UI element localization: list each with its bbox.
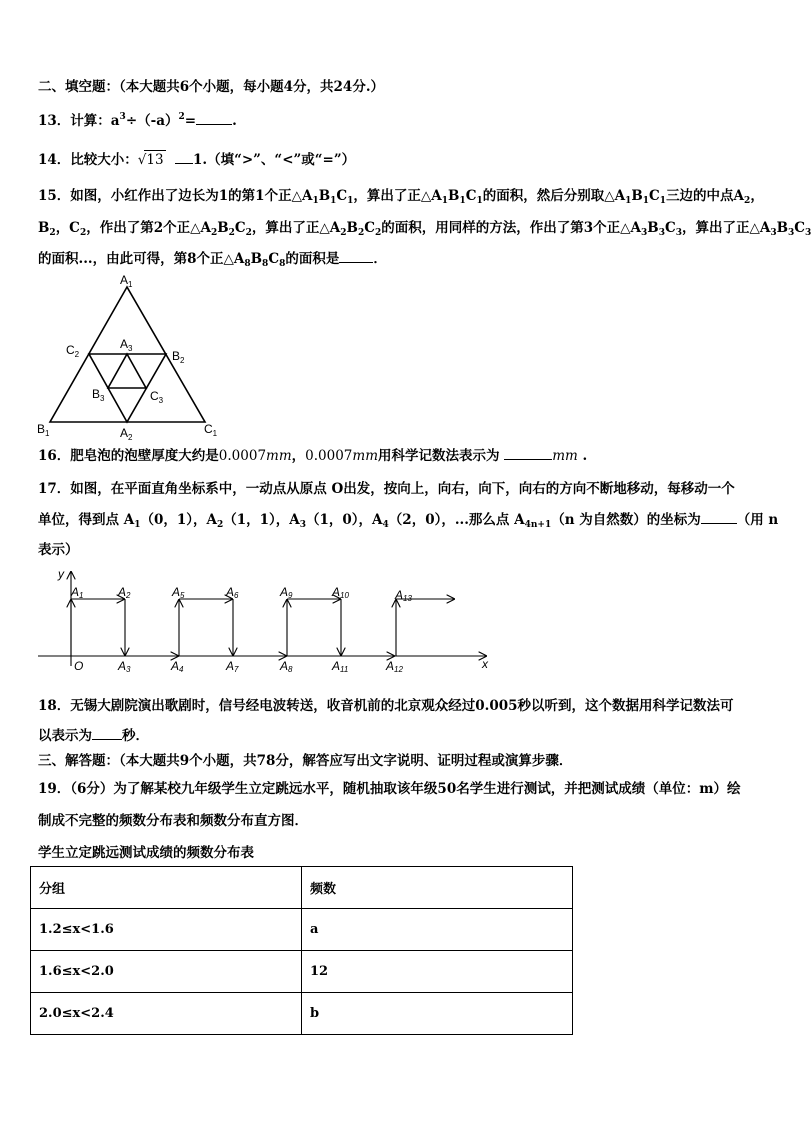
cell-group: 1.6≤x<2.0 [31, 951, 302, 993]
cell-group: 2.0≤x<2.4 [31, 993, 302, 1035]
question-17-line-3: 表示） [38, 542, 79, 558]
label-c1: $C_1$ [204, 422, 218, 438]
coordinate-path-figure [34, 562, 504, 674]
question-17-line-2: 单位，得到点 $A_1(0$，1），$A_2(1$，1），$A_3(1$，0），$A_4(2$，0），...那么点 $A_{4n+1}(n$ 为自然数）的坐标为 （用 n [38, 512, 779, 530]
answer-blank-16[interactable] [504, 459, 552, 460]
label-a2: $A_2$ [120, 426, 133, 442]
label-a1: A1 [71, 585, 84, 600]
cell-frequency: b [302, 993, 573, 1035]
section-2-title: 二、填空题：（本大题共6个小题，每小题4分，共24分.） [38, 79, 385, 95]
question-18-line-1: 18．无锡大剧院演出歌剧时，信号经电波转送，收音机前的北京观众经过0.005秒以听到，这个数据用科学记数法可 [38, 698, 734, 714]
label-c2: $C_2$ [66, 343, 80, 359]
label-a3: $A_3$ [120, 337, 133, 353]
label-y: y [58, 567, 64, 581]
label-a1: $A_1$ [120, 273, 133, 289]
answer-blank-13[interactable] [196, 124, 232, 125]
sqrt-symbol: √ [137, 152, 147, 168]
label-a4: A4 [171, 659, 184, 674]
label-a10: A10 [332, 585, 349, 600]
label-a11: A11 [332, 659, 349, 674]
label-origin: O [74, 659, 84, 673]
question-17-line-1: 17．如图，在平面直角坐标系中，一动点从原点 O出发，按向上，向右，向下，向右的方向不断地移动，每移动一个 [38, 481, 735, 497]
question-16: 16．肥皂泡的泡壁厚度大约是0.0007mm，0.0007mm用科学记数法表示为 mm . [38, 448, 588, 464]
label-a3: A3 [118, 659, 131, 674]
question-15-line-2: $B_2$，$C_2$，作出了第2个正$\triangle A_2B_2C_2$，算出了正$\triangle A_2B_2C_2$的面积，用同样的方法，作出了第3个正$\triangle A_3B_3C_3$，算出了正$\triangle A_3B_3C_3$ [38, 220, 811, 238]
header-group: 分组 [31, 867, 302, 909]
answer-blank-14[interactable] [175, 163, 193, 164]
section-3-title: 三、解答题：（本大题共9个小题，共78分，解答应写出文字说明、证明过程或演算步骤． [38, 753, 573, 769]
table-row [31, 951, 573, 993]
label-a8: A8 [280, 659, 293, 674]
cell-group: 1.2≤x<1.6 [31, 909, 302, 951]
header-frequency: 频数 [302, 867, 573, 909]
answer-blank-15[interactable] [339, 262, 373, 263]
table-header-row [31, 867, 573, 909]
cell-frequency: 12 [302, 951, 573, 993]
label-b3: $B_3$ [92, 387, 105, 403]
label-a9: A9 [280, 585, 293, 600]
label-x: x [482, 657, 488, 671]
label-a12: A12 [386, 659, 403, 674]
question-19-line-2: 制成不完整的频数分布表和频数分布直方图． [38, 813, 308, 829]
triangle-a3b3c3 [108, 354, 146, 388]
answer-blank-17[interactable] [701, 523, 737, 524]
question-13: 13．计算：$a^3\div(-a)^2=$ . [38, 112, 237, 129]
question-15-line-3: 的面积...，由此可得，第8个正$\triangle A_8B_8C_8$的面积是 ． [38, 251, 387, 269]
question-14: 14．比较大小：√13 1.（填“>”、“<”或“=”） [38, 152, 356, 168]
label-b1: $B_1$ [37, 422, 50, 438]
frequency-table [30, 866, 573, 1035]
label-a2: A2 [118, 585, 131, 600]
triangle-figure [34, 270, 224, 440]
question-15-line-1: 15．如图，小红作出了边长为1的第1个正$\triangle A_1B_1C_1$，算出了正$\triangle A_1B_1C_1$的面积，然后分别取$\triangle A_1B_1C_1$三边的中点$A_2$， [38, 188, 764, 206]
label-a6: A6 [226, 585, 239, 600]
cell-frequency: a [302, 909, 573, 951]
label-a5: A5 [172, 585, 185, 600]
label-c3: $C_3$ [150, 389, 164, 405]
table-title: 学生立定跳远测试成绩的频数分布表 [38, 845, 254, 861]
label-a13: A13 [395, 588, 412, 603]
question-18-line-2: 以表示为 秒． [38, 728, 149, 744]
label-a7: A7 [226, 659, 239, 674]
table-row [31, 993, 573, 1035]
label-b2: $B_2$ [172, 349, 185, 365]
path-segments [71, 599, 454, 656]
answer-blank-18[interactable] [92, 739, 122, 740]
question-19-line-1: 19．（6分）为了解某校九年级学生立定跳远水平，随机抽取该年级50名学生进行测试，并把测试成绩（单位：m）绘 [38, 781, 741, 797]
table-row [31, 909, 573, 951]
